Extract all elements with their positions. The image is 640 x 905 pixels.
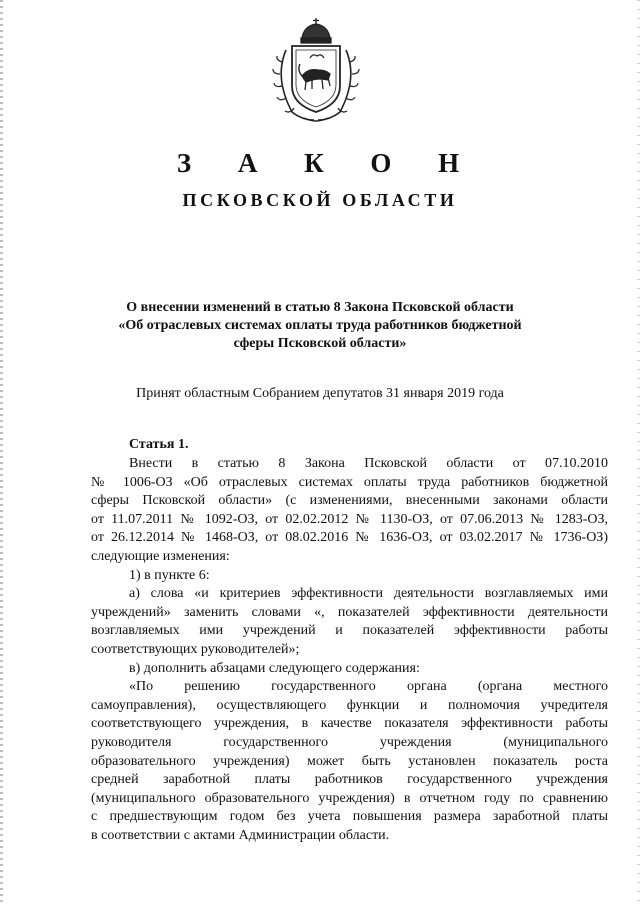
body-line: в) дополнить абзацами следующего содержания: — [129, 660, 420, 676]
body-line: средней заработной платы работников государственного учреждения — [91, 772, 608, 788]
heading-line: «Об отраслевых системах оплаты труда работников бюджетной — [118, 318, 522, 333]
body-line: в соответствии с актами Администрации области. — [91, 827, 390, 843]
body-line: от 11.07.2011 № 1092-ОЗ, от 02.02.2012 № 1130-ОЗ, от 07.06.2013 № 1283-ОЗ, — [91, 511, 608, 527]
body-line: соответствующих руководителей»; — [91, 641, 300, 657]
body-line: следующие изменения: — [91, 548, 230, 564]
body-line: (муниципального образовательного учреждения) в отчетном году по сравнению — [91, 790, 608, 806]
document-title: З А К О Н — [176, 148, 480, 178]
coat-of-arms-icon — [264, 16, 368, 126]
body-line: сферы Псковской области» (с изменениями, внесенными законами области — [91, 493, 608, 509]
body-line: от 26.12.2014 № 1468-ОЗ, от 08.02.2016 № 1636-ОЗ, от 03.02.2017 № 1736-ОЗ) — [91, 530, 608, 546]
body-line: Внести в статью 8 Закона Псковской области от 07.10.2010 — [129, 456, 608, 471]
heading-line: сферы Псковской области» — [233, 336, 407, 351]
body-line: 1) в пункте 6: — [129, 567, 210, 583]
body-line: руководителя государственного учреждения (муниципального — [91, 734, 608, 750]
law-heading — [80, 299, 560, 353]
body-line: № 1006-ОЗ «Об отраслевых системах оплаты труда работников бюджетной — [91, 474, 608, 490]
body-line: «По решению государственного органа (органа местного — [129, 679, 608, 695]
body-line: соответствующего учреждения, в качестве показателя эффективности работы — [91, 716, 608, 732]
body-line: с предшествующим годом без учета повышения размера заработной платы — [91, 809, 608, 825]
scan-edge-left — [0, 0, 3, 905]
article-body — [91, 455, 608, 845]
body-line: а) слова «и критериев эффективности деятельности возглавляемых ими — [129, 586, 608, 602]
body-line: образовательного учреждения) может быть установлен показатель роста — [91, 753, 608, 769]
body-line: возглавляемых ими учреждений и показателей эффективности работы — [91, 623, 608, 639]
document-subtitle: ПСКОВСКОЙ ОБЛАСТИ — [182, 190, 458, 210]
heading-line: О внесении изменений в статью 8 Закона Псковской области — [126, 300, 514, 315]
body-line: учреждений» заменить словами «, показателей эффективности деятельности — [91, 604, 608, 620]
article-title: Статья 1. — [129, 437, 189, 452]
body-line: самоуправления), осуществляющего функции и полномочия учредителя — [91, 697, 608, 713]
adoption-statement: Принят областным Собранием депутатов 31 января 2019 года — [136, 386, 504, 401]
